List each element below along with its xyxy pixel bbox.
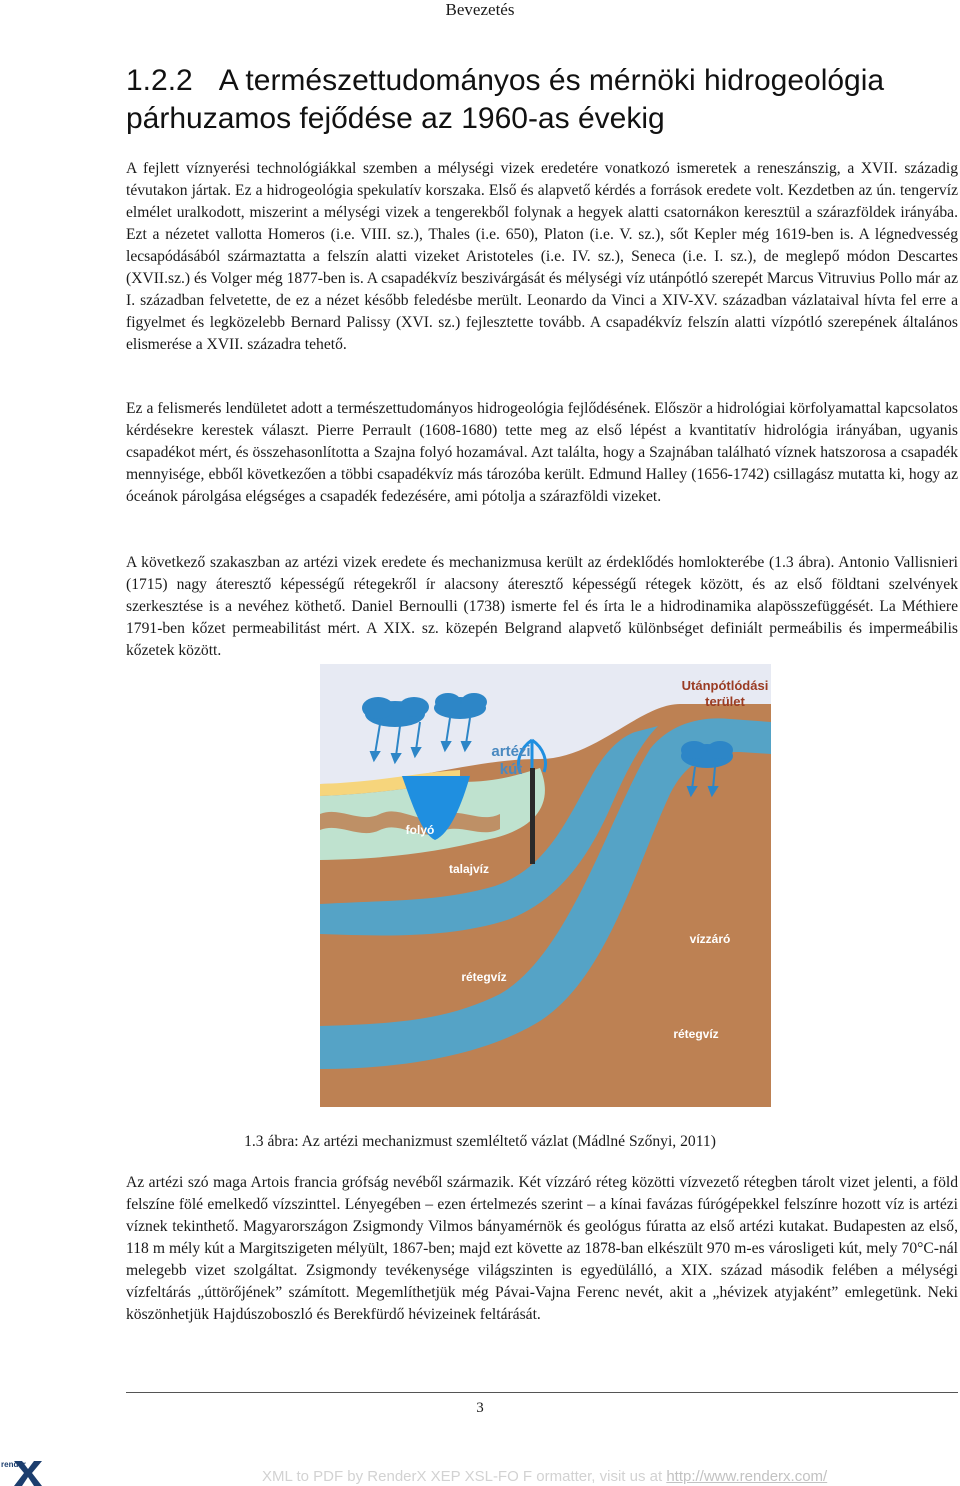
section-number: 1.2.2 [126, 64, 193, 97]
river-label: folyó [405, 823, 435, 837]
renderx-logo-text: render [1, 1460, 26, 1469]
groundwater-label: talajvíz [448, 862, 490, 876]
figure-caption: 1.3 ábra: Az artézi mechanizmust szemléltető vázlat (Mádlné Szőnyi, 2011) [244, 1133, 716, 1150]
footer-rule [126, 1392, 958, 1393]
watermark-text: XML to PDF by RenderX XEP XSL-FO F ormatter, visit us at [262, 1468, 663, 1485]
recharge-label: Utánpótlódási terület [681, 678, 769, 709]
paragraph-hydrologic-cycle: Ez a felismerés lendületet adott a természettudományos hidrogeológia fejlődésének. Először a hidrológiai körfolyamattal kapcsolatos kérdésekre kerestek választ. Pierre Perrault (1608-1680) tette meg az első lépést a kvantitatív hidrológia irányában, ugyanis csapadékot mért, és összehasonlította a Szajna folyó hozamával. Azt találta, hogy a Szajnában található víznek hatszorosa a csapadék mennyisége, ebből következően a többi csapadékvíz más tározóba került. Edmund Halley (1656-1742) csillagász mutatta ki, hogy az óceánok párolgása elégséges a csapadék fedezésére, ami pótolja a szárazföldi vizeket. [126, 400, 958, 505]
page-number: 3 [476, 1400, 484, 1416]
aquitard-label: vízzáró [689, 932, 731, 946]
cloud-right [681, 741, 733, 768]
artesian-diagram [320, 664, 771, 1107]
watermark-link[interactable]: http://www.renderx.com/ [666, 1468, 828, 1485]
paragraph-artesian-origin: A következő szakaszban az artézi vizek eredete és mechanizmusa került az érdeklődés homlokterébe (1.3 ábra). Antonio Vallisnieri (1715) nagy áteresztő képességű rétegekről ír alacsony áteresztő képességű rétegek között, és az első földtani szelvények szerkesztése is a nevéhez köthető. Daniel Bernoulli (1738) ismerte fel és írta le a hidrodinamika alapösszefüggését. La Méthiere 1791-ben kőzet permeabilitást mért. A XIX. sz. közepén Belgrand alapvető különbséget definiált permeábilis és impermeábilis kőzetek között. [126, 554, 958, 659]
section-heading [126, 62, 946, 138]
artesian-well-label: artézi kút [491, 743, 531, 778]
confined-aquifer-label-2: rétegvíz [673, 1027, 719, 1041]
confined-aquifer-label-1: rétegvíz [461, 970, 507, 984]
watermark [262, 1468, 862, 1486]
section-title: A természettudományos és mérnöki hidrogeológia párhuzamos fejődése az 1960-as évekig [126, 64, 885, 135]
paragraph-artesian-hungary: Az artézi szó maga Artois francia grófság nevéből származik. Két vízzáró réteg közötti vízvezető rétegben tárolt vizet jelenti, a föld felszíne fölé emelkedő vízszinttel. Lényegében – ezen értelmezés szerint – a kínai favázas fúrógépekkel felszínre hozott víz is artézi víznek tekinthető. Magyarországon Zsigmondy Vilmos bányamérnök és geológus fúratta az első artézi kutakat. Budapesten az első, 118 m mély kút a Margitszigeten mélyült, 1867-ben; majd ezt követte az 1878-ban elkészült 970 m-es városligeti kút, mely 70°C-nál melegebb vizet szolgáltat. Zsigmondy tevékenysége világszinten is egyedülálló, a XIX. század második felében a mélységi vízfeltárás „úttörőjének” számított. Megemlíthetjük még Pávai-Vajna Ferenc nevét, akit a „hévizek atyjaként” emlegetünk. Neki köszönhetjük Hajdúszoboszló és Berekfürdő hévizeinek feltárását. [126, 1174, 958, 1323]
running-header: Bevezetés [445, 0, 515, 19]
well-pipe [530, 768, 535, 864]
paragraph-speculative-era: A fejlett víznyerési technológiákkal szemben a mélységi vizek eredetére vonatkozó ismeretek a reneszánszig, a XVII. századig tévutakon jártak. Ez a hidrogeológia spekulatív korszaka. Első és alapvető kérdés a források eredete volt. Kezdetben az ún. tengervíz elmélet uralkodott, miszerint a mélységi vizek a tengerekből folynak a hegyek alatti csatornákon keresztül a szárazföldek irányába. Ezt a nézetet vallotta Homeros (i.e. VIII. sz.), Thales (i.e. 650), Platon (i.e. V. sz.), sőt Kepler még 1619-ben is. A légnedvesség lecsapódásából származtatta a felszín alatti vizeket Aristoteles (i.e. IV. sz.), Seneca (i.e. I. sz.), de meglepő módon Descartes (XVII.sz.) és Volger még 1877-ben is. A csapadékvíz beszivárgását és mélységi víz utánpótló szerepét Marcus Vitruvius Pollo már az I. században felvetette, de ez a nézet később feledésbe merült. Leonardo da Vinci a XIV-XV. században vázlataival hívta fel erre a figyelmet és legközelebb Bernard Palissy (XVI. sz.) fejlesztette tovább. A csapadékvíz felszín alatti vízpótló szerepének általános elismerése a XVII. századra tehető. [126, 160, 958, 353]
